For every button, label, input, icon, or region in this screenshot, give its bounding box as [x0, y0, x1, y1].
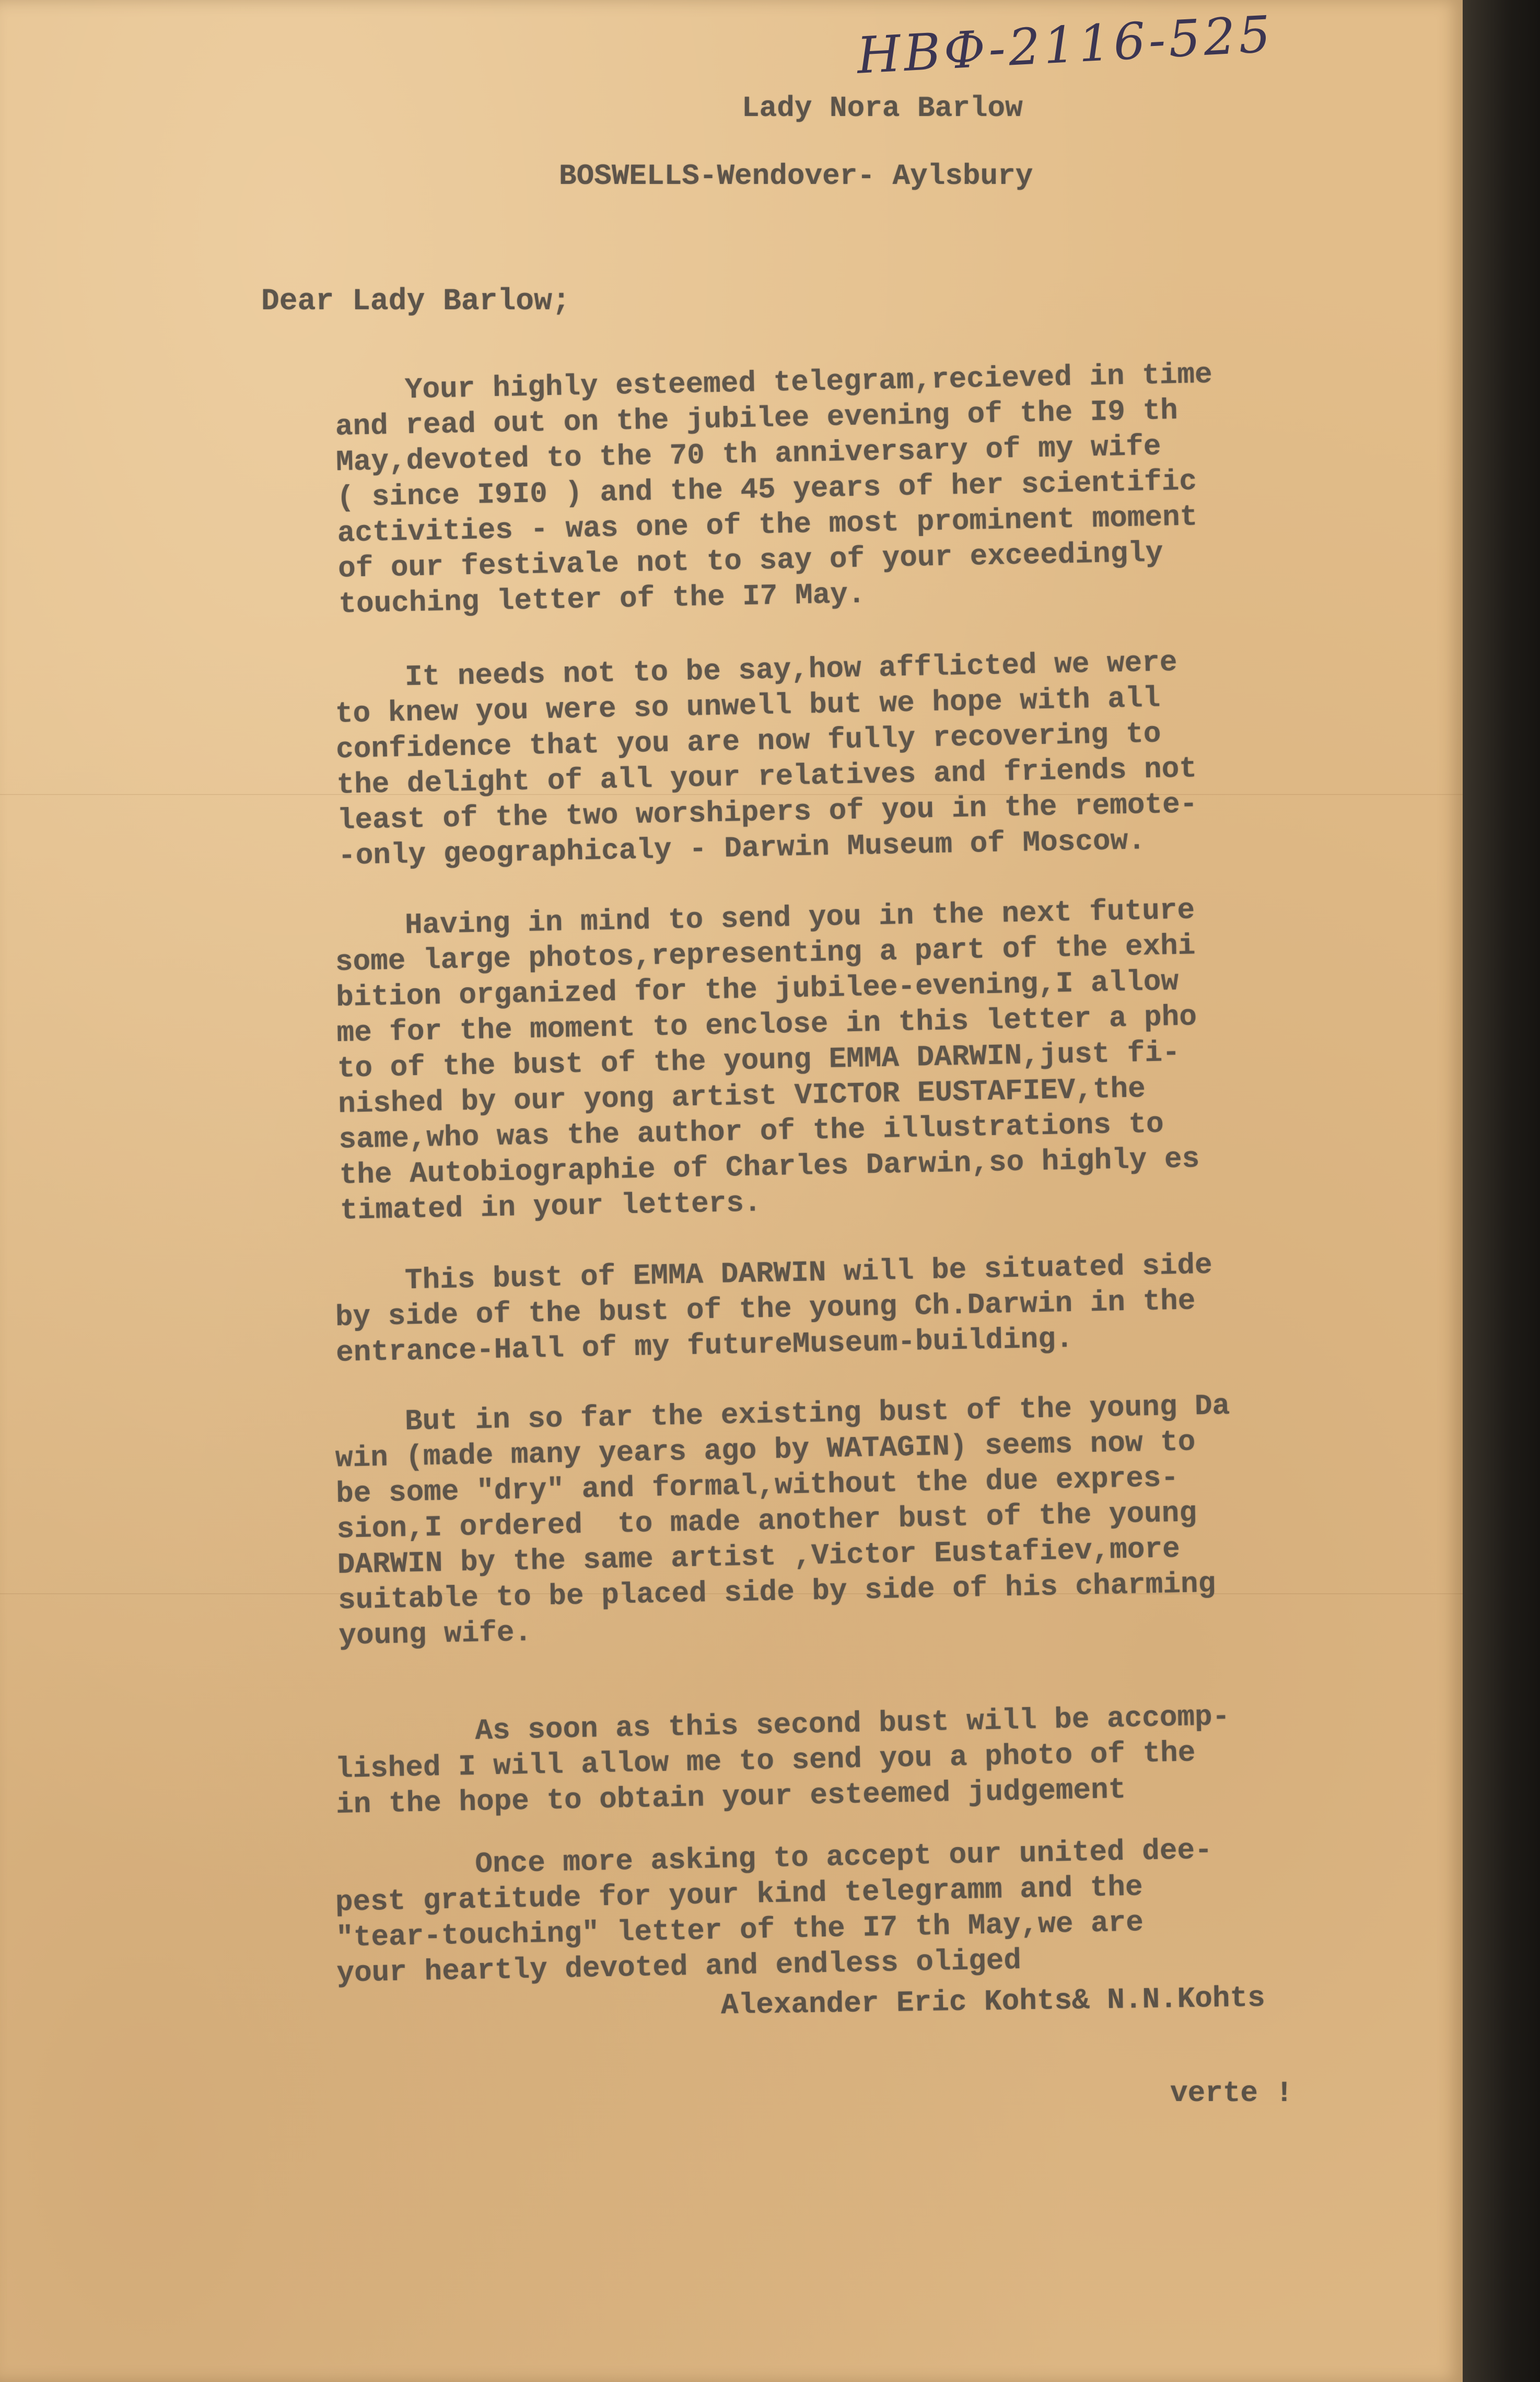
scan-background-edge	[1463, 0, 1540, 2382]
body-paragraph: This bust of EMMA DARWIN will be situated side by side of the bust of the young Ch.Darwin in the entrance-Hall of my futureMuseum-building.	[334, 1248, 1213, 1370]
salutation: Dear Lady Barlow;	[261, 285, 570, 319]
body-paragraph: Your highly esteemed telegram,recieved in time and read out on the jubilee evening of the I9 th May,devoted to the 70 th anniversary of my wife ( since I9I0 ) and the 45 years of her scientific activities - was one of the most prominent moment of our festivale not to say of your exceedingly touching letter of the I7 May.	[334, 357, 1213, 621]
recipient-address: BOSWELLS-Wendover- Aylsbury	[559, 159, 1033, 193]
archive-reference: НВФ-2116-525	[855, 5, 1275, 85]
body-paragraph: Once more asking to accept our united dee- pest gratitude for your kind telegramm and the "tear-touching" letter of the I7 th May,we are your heartly devoted and endless oliged	[334, 1833, 1213, 1990]
recipient-name: Lady Nora Barlow	[742, 91, 1023, 125]
body-paragraph: It needs not to be say,how afflicted we were to knew you were so unwell but we hope with all confidence that you are now fully recovering to the delight of all your relatives and friends not least of the two worshipers of you in the remote- -only geographicaly - Darwin Museum of Moscow.	[334, 646, 1198, 873]
body-paragraph: Having in mind to send you in the next future some large photos,representing a part of the exhi bition organized for the jubilee-evening,I allow me for the moment to enclose in this letter a pho to of the bust of the young EMMA DARWIN,just fi- nished by our yong artist VICTOR EUSTAFIEV,the same,who was the author of the illustrations to the Autobiographie of Charles Darwin,so highly es timated in your letters.	[334, 893, 1200, 1228]
body-paragraph: But in so far the existing bust of the young Da win (made many years ago by WATAGIN) seems now to be some "dry" and formal,without the due expres- sion,I ordered to made another bust of the young DARWIN by the same artist ,Victor Eustafiev,more suitable to be placed side by side of his charming young wife.	[334, 1389, 1230, 1653]
signature-line: Alexander Eric Kohts& N.N.Kohts	[720, 1981, 1266, 2023]
verte-note: verte !	[1170, 2076, 1293, 2110]
body-paragraph: As soon as this second bust will be accomp- lished I will allow me to send you a photo of the in the hope to obtain your esteemed judgement	[334, 1700, 1230, 1821]
